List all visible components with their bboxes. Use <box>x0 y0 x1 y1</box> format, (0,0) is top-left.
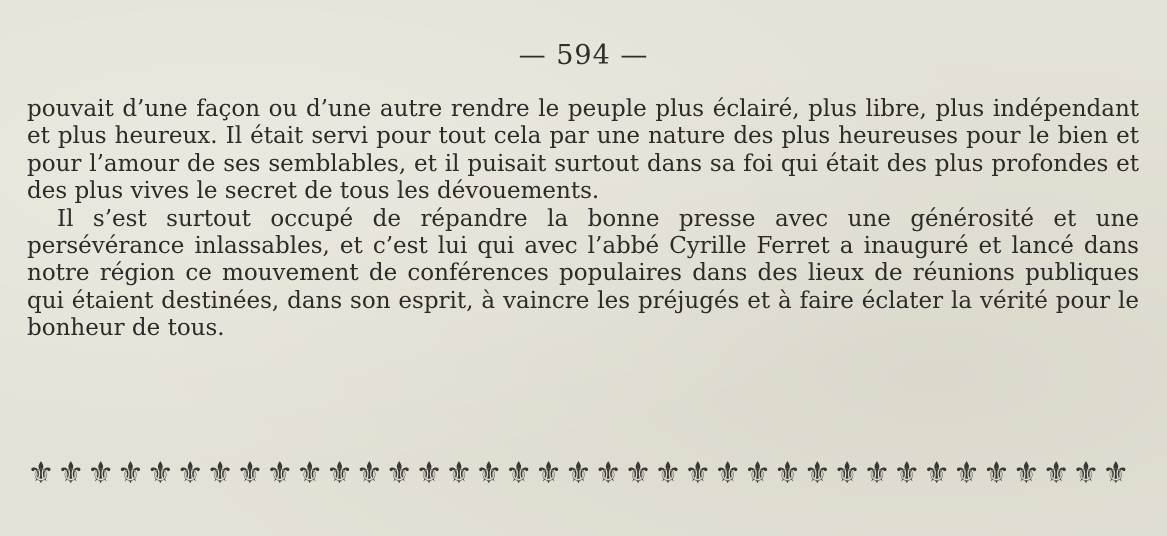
fleur-de-lis-icon: ⚜ <box>624 456 652 491</box>
fleur-de-lis-icon: ⚜ <box>893 456 921 491</box>
fleur-de-lis-icon: ⚜ <box>744 456 771 491</box>
fleur-de-lis-icon: ⚜ <box>1102 456 1130 491</box>
fleuron-ornament-border <box>26 452 1131 496</box>
fleur-de-lis-icon: ⚜ <box>475 456 503 491</box>
body-text <box>27 96 1139 343</box>
fleur-de-lis-icon: ⚜ <box>714 456 742 491</box>
fleur-de-lis-icon: ⚜ <box>236 456 264 491</box>
fleur-de-lis-icon: ⚜ <box>654 456 682 491</box>
fleur-de-lis-icon: ⚜ <box>206 456 234 491</box>
fleur-de-lis-icon: ⚜ <box>385 456 413 491</box>
fleur-de-lis-icon: ⚜ <box>87 456 115 491</box>
page-number: — 594 — <box>518 40 649 71</box>
fleur-de-lis-icon: ⚜ <box>863 456 891 491</box>
fleur-de-lis-icon: ⚜ <box>355 456 383 491</box>
fleur-de-lis-icon: ⚜ <box>27 456 55 491</box>
fleur-de-lis-icon: ⚜ <box>326 456 353 491</box>
fleur-de-lis-icon: ⚜ <box>415 456 443 491</box>
paragraph-2: Il s’est surtout occupé de répandre la bonne presse avec une générosité et une persévérance inlassables, et c’est lui qui avec l’abbé Cyrille Ferret a inauguré et lancé dans notre région ce mouvement de conférences populaires dans des lieux de réunions publiques qui étaient destinées, dans son esprit, à vaincre les préjugés et à faire éclater la vérité pour le bonheur de tous. <box>27 205 1139 342</box>
fleur-de-lis-icon: ⚜ <box>445 456 473 491</box>
fleur-de-lis-icon: ⚜ <box>953 456 981 491</box>
fleur-de-lis-icon: ⚜ <box>773 456 801 491</box>
fleur-de-lis-icon: ⚜ <box>535 456 562 491</box>
fleur-de-lis-icon: ⚜ <box>803 456 831 491</box>
fleur-de-lis-icon: ⚜ <box>505 456 533 491</box>
fleur-de-lis-icon: ⚜ <box>176 456 204 491</box>
fleur-de-lis-icon: ⚜ <box>1042 456 1070 491</box>
fleur-de-lis-icon: ⚜ <box>266 456 294 491</box>
fleur-de-lis-icon: ⚜ <box>296 456 324 491</box>
fleur-de-lis-icon: ⚜ <box>146 456 174 491</box>
fleur-de-lis-icon: ⚜ <box>564 456 592 491</box>
fleur-de-lis-icon: ⚜ <box>684 456 712 491</box>
fleur-de-lis-icon: ⚜ <box>57 456 85 491</box>
fleur-de-lis-icon: ⚜ <box>982 456 1010 491</box>
fleur-de-lis-icon: ⚜ <box>833 456 861 491</box>
fleur-de-lis-icon: ⚜ <box>594 456 622 491</box>
fleur-de-lis-icon: ⚜ <box>1072 456 1100 491</box>
paragraph-1: pouvait d’une façon ou d’une autre rendre le peuple plus éclairé, plus libre, plus indépendant et plus heureux. Il était servi pour tout cela par une nature des plus heureuses pour le bien et pour l’amour de ses semblables, et il puisait surtout dans sa foi qui était des plus profondes et des plus vives le secret de tous les dévouements. <box>27 96 1139 205</box>
fleur-de-lis-icon: ⚜ <box>117 456 144 491</box>
fleur-de-lis-icon: ⚜ <box>1012 456 1040 491</box>
fleur-de-lis-icon: ⚜ <box>923 456 951 491</box>
